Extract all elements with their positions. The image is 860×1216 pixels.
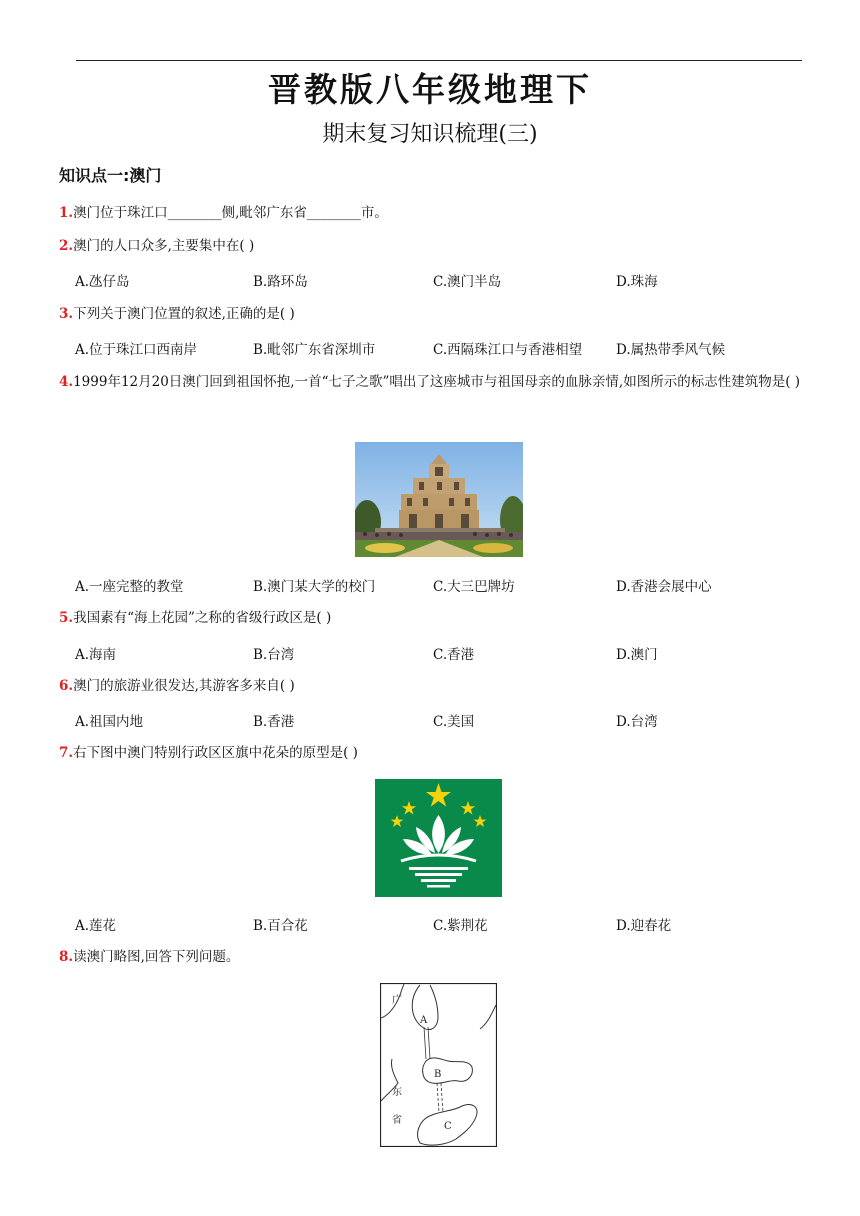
section-heading: 知识点一:澳门 — [59, 166, 162, 185]
question-8 — [59, 940, 239, 974]
question-4-options — [75, 575, 815, 595]
map-label-dong: 东 — [392, 1087, 402, 1098]
ruins-of-st-pauls-image — [355, 442, 523, 557]
option-d[interactable]: D.迎春花 — [616, 918, 672, 934]
question-1 — [59, 196, 388, 230]
option-c[interactable]: C.大三巴牌坊 — [433, 579, 515, 595]
option-c[interactable]: C.紫荆花 — [433, 918, 488, 934]
option-a[interactable]: A.一座完整的教堂 — [75, 579, 184, 595]
question-number: 8. — [59, 949, 74, 965]
macau-flag-image — [375, 779, 502, 897]
option-d[interactable]: D.香港会展中心 — [616, 579, 712, 595]
question-5 — [59, 601, 331, 635]
question-7 — [59, 736, 358, 770]
option-a[interactable]: A.位于珠江口西南岸 — [75, 342, 198, 358]
option-c[interactable]: C.美国 — [433, 714, 475, 730]
question-text: 右下图中澳门特别行政区区旗中花朵的原型是( ) — [73, 745, 358, 761]
option-d[interactable]: D.属热带季风气候 — [616, 342, 726, 358]
question-number: 7. — [59, 745, 74, 761]
question-3-options — [75, 338, 815, 358]
option-d[interactable]: D.澳门 — [616, 647, 658, 663]
option-b[interactable]: B.百合花 — [253, 918, 308, 934]
question-text: 我国素有“海上花园”之称的省级行政区是( ) — [73, 610, 332, 626]
question-text: 澳门的人口众多,主要集中在( ) — [73, 238, 255, 254]
page-subtitle: 期末复习知识梳理(三) — [322, 122, 538, 147]
question-number: 1. — [59, 205, 74, 221]
option-a[interactable]: A.氹仔岛 — [75, 274, 130, 290]
map-label-c: C — [444, 1121, 452, 1132]
question-3 — [59, 297, 295, 331]
option-b[interactable]: B.路环岛 — [253, 274, 308, 290]
option-b[interactable]: B.台湾 — [253, 647, 295, 663]
option-d[interactable]: D.台湾 — [616, 714, 658, 730]
header-rule — [76, 60, 802, 61]
macau-sketch-map — [380, 983, 497, 1147]
option-c[interactable]: C.香港 — [433, 647, 475, 663]
question-6-options — [75, 710, 815, 730]
option-d[interactable]: D.珠海 — [616, 274, 658, 290]
map-label-b: B — [434, 1069, 442, 1080]
option-a[interactable]: A.海南 — [75, 647, 117, 663]
page-title: 晋教版八年级地理下 — [268, 70, 592, 109]
question-text: 澳门的旅游业很发达,其游客多来自( ) — [73, 678, 295, 694]
question-2 — [59, 229, 254, 263]
option-b[interactable]: B.香港 — [253, 714, 295, 730]
option-c[interactable]: C.澳门半岛 — [433, 274, 502, 290]
map-label-guang: 广 — [392, 995, 402, 1006]
question-2-options — [75, 270, 815, 290]
question-number: 3. — [59, 306, 74, 322]
question-7-options — [75, 914, 815, 934]
question-text: 下列关于澳门位置的叙述,正确的是( ) — [73, 306, 295, 322]
question-4 — [59, 365, 804, 399]
question-number: 4. — [59, 374, 74, 390]
question-number: 6. — [59, 678, 74, 694]
option-b[interactable]: B.毗邻广东省深圳市 — [253, 342, 376, 358]
question-number: 2. — [59, 238, 74, 254]
question-5-options — [75, 643, 815, 663]
option-a[interactable]: A.莲花 — [75, 918, 117, 934]
option-c[interactable]: C.西隔珠江口与香港相望 — [433, 342, 583, 358]
question-text: 读澳门略图,回答下列问题。 — [73, 949, 240, 965]
map-label-sheng: 省 — [392, 1115, 402, 1126]
question-number: 5. — [59, 610, 74, 626]
question-text: 澳门位于珠江口________侧,毗邻广东省________市。 — [73, 205, 388, 221]
option-a[interactable]: A.祖国内地 — [75, 714, 144, 730]
question-6 — [59, 669, 295, 703]
question-text: 1999年12月20日澳门回到祖国怀抱,一首“七子之歌”唱出了这座城市与祖国母亲的血脉亲情,如图所示的标志性建筑物是( ) — [73, 374, 801, 390]
map-label-a: A — [420, 1015, 428, 1026]
option-b[interactable]: B.澳门某大学的校门 — [253, 579, 376, 595]
